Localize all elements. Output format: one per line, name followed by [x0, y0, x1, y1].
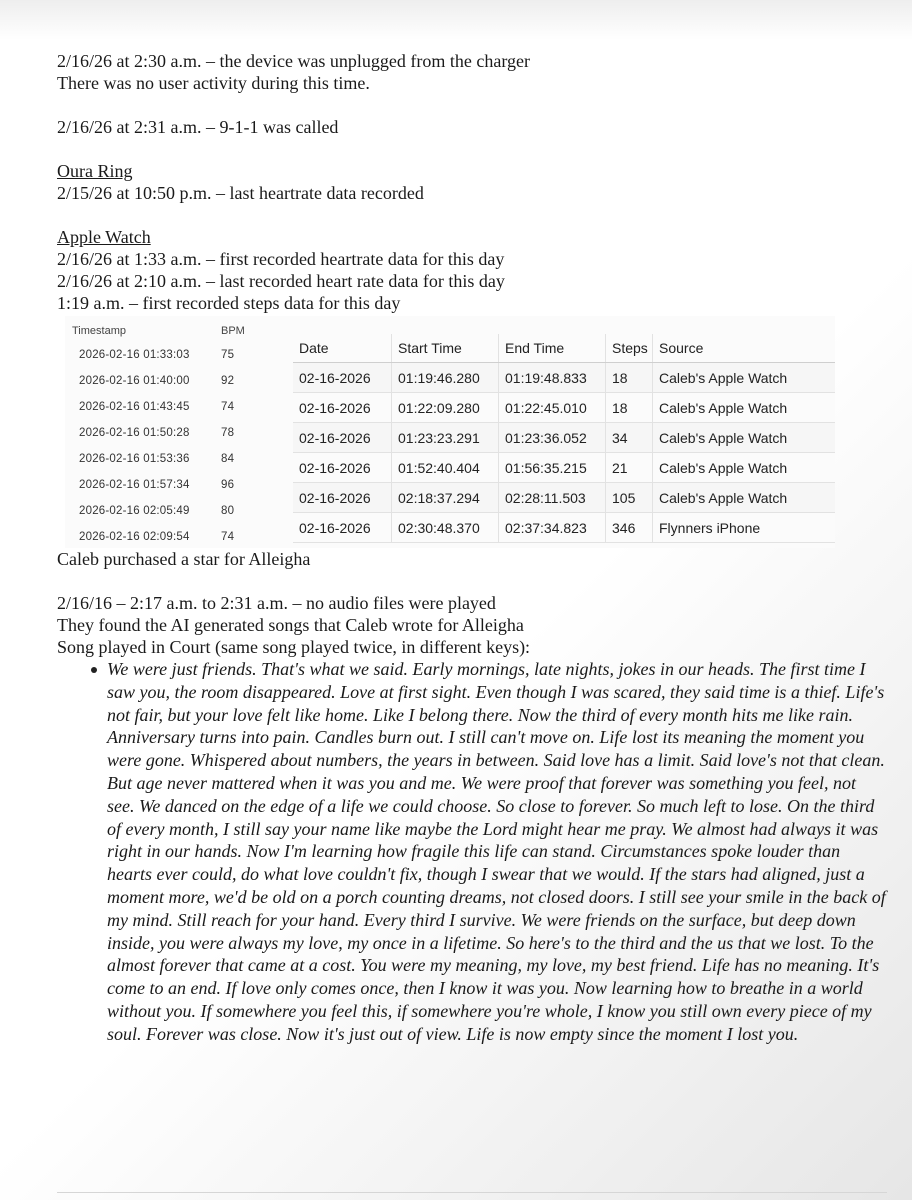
- heart-rate-timestamp: 2026-02-16 01:43:45: [79, 401, 190, 413]
- date-header: Date: [293, 334, 392, 363]
- no-activity-line: There was no user activity during this time.: [57, 73, 370, 93]
- watch-first-hr-line: 2/16/26 at 1:33 a.m. – first recorded heartrate data for this day: [57, 249, 505, 269]
- bottom-divider: [57, 1192, 887, 1193]
- steps-header: Steps: [606, 334, 653, 363]
- steps-row: [293, 513, 835, 543]
- heart-rate-timestamp: 2026-02-16 01:57:34: [79, 479, 190, 491]
- star-line: Caleb purchased a star for Alleigha: [57, 549, 311, 569]
- steps-source: Caleb's Apple Watch: [653, 393, 836, 423]
- steps-count: 18: [606, 393, 653, 423]
- heart-rate-timestamp: 2026-02-16 02:05:49: [79, 505, 190, 517]
- steps-count: 34: [606, 423, 653, 453]
- steps-table-header: [293, 334, 835, 363]
- heart-rate-row: [65, 520, 255, 546]
- steps-row: [293, 453, 835, 483]
- timestamp-header: Timestamp: [72, 325, 126, 337]
- heart-rate-row: [65, 390, 255, 416]
- end-time-header: End Time: [499, 334, 606, 363]
- heart-rate-row: [65, 494, 255, 520]
- heart-rate-row: [65, 442, 255, 468]
- steps-count: 21: [606, 453, 653, 483]
- steps-start-time: 01:23:23.291: [392, 423, 499, 453]
- top-shadow: [0, 0, 912, 40]
- steps-end-time: 01:22:45.010: [499, 393, 606, 423]
- steps-date: 02-16-2026: [293, 363, 392, 393]
- oura-line: 2/15/26 at 10:50 p.m. – last heartrate data recorded: [57, 183, 424, 203]
- heart-rate-timestamp: 2026-02-16 01:50:28: [79, 427, 190, 439]
- steps-count: 105: [606, 483, 653, 513]
- steps-end-time: 01:23:36.052: [499, 423, 606, 453]
- heart-rate-bpm: 96: [221, 479, 235, 491]
- lyrics-item: [57, 658, 887, 1046]
- start-time-header: Start Time: [392, 334, 499, 363]
- heart-rate-row: [65, 416, 255, 442]
- steps-row: [293, 363, 835, 393]
- data-tables-image: [65, 316, 835, 548]
- steps-end-time: 01:56:35.215: [499, 453, 606, 483]
- unplug-line: 2/16/26 at 2:30 a.m. – the device was unplugged from the charger: [57, 51, 531, 71]
- steps-date: 02-16-2026: [293, 483, 392, 513]
- steps-date: 02-16-2026: [293, 453, 392, 483]
- steps-date: 02-16-2026: [293, 513, 392, 543]
- heart-rate-row: [65, 468, 255, 494]
- steps-source: Flynners iPhone: [653, 513, 836, 543]
- steps-start-time: 01:52:40.404: [392, 453, 499, 483]
- call-911-line: 2/16/26 at 2:31 a.m. – 9-1-1 was called: [57, 117, 339, 137]
- steps-row: [293, 483, 835, 513]
- steps-date: 02-16-2026: [293, 393, 392, 423]
- steps-end-time: 02:37:34.823: [499, 513, 606, 543]
- bullet-icon: [91, 667, 97, 673]
- watch-last-hr-line: 2/16/26 at 2:10 a.m. – last recorded heart rate data for this day: [57, 271, 505, 291]
- heart-rate-timestamp: 2026-02-16 02:09:54: [79, 531, 190, 543]
- heart-rate-bpm: 74: [221, 401, 235, 413]
- steps-start-time: 01:19:46.280: [392, 363, 499, 393]
- source-header: Source: [653, 334, 836, 363]
- steps-source: Caleb's Apple Watch: [653, 423, 836, 453]
- heart-rate-timestamp: 2026-02-16 01:33:03: [79, 349, 190, 361]
- steps-start-time: 02:30:48.370: [392, 513, 499, 543]
- steps-row: [293, 423, 835, 453]
- steps-end-time: 01:19:48.833: [499, 363, 606, 393]
- steps-source: Caleb's Apple Watch: [653, 363, 836, 393]
- steps-date: 02-16-2026: [293, 423, 392, 453]
- heart-rate-bpm: 80: [221, 505, 235, 517]
- heart-rate-bpm: 74: [221, 531, 235, 543]
- steps-row: [293, 393, 835, 423]
- lyrics-text: We were just friends. That's what we said. Early mornings, late nights, jokes in our heads. The first time I saw you, the room disappeared. Love at first sight. Even though I was scared, they said time is a thief. Life's not fair, but your love felt like home. Like I belong there. Now the third of every month hits me like rain. Anniversary turns into pain. Candles burn out. I still can't move on. Life lost its meaning the moment you were gone. Whispered about numbers, the years in between. Said love has a limit. Said love's not that clean. But age never mattered when it was you and me. We were proof that forever was something you feel, not see. We danced on the edge of a life we could choose. So close to forever. So much left to lose. On the third of every month, I still say your name like maybe the Lord might hear me pray. We almost had always it was right in our hands. Now I'm learning how fragile this life can stand. Circumstances spoke louder than hearts ever could, do what love couldn't fix, though I swear that we would. If the stars had aligned, just a moment more, we'd be old on a porch counting dreams, not closed doors. I still see your smile in the back of my mind. Still reach for your hand. Every third I survive. We were friends on the surface, but deep down inside, you were always my love, my once in a lifetime. So here's to the third and the us that we lost. To the almost forever that came at a cost. You were my meaning, my love, my best friend. Life has no meaning. It's come to an end. If love only comes once, then I know it was you. Now learning how to breathe in a world without you. If somewhere you feel this, if somewhere you're whole, I know you still own every piece of my soul. Forever was close. Now it's just out of view. Life is now empty since the moment I lost you.: [107, 659, 886, 1044]
- steps-table: [293, 334, 835, 543]
- heart-rate-bpm: 78: [221, 427, 235, 439]
- heart-rate-timestamp: 2026-02-16 01:53:36: [79, 453, 190, 465]
- oura-heading: Oura Ring: [57, 161, 133, 181]
- document-body: [57, 50, 887, 1046]
- watch-first-steps-line: 1:19 a.m. – first recorded steps data for this day: [57, 293, 401, 313]
- song-court-line: Song played in Court (same song played twice, in different keys):: [57, 637, 531, 657]
- heart-rate-bpm: 75: [221, 349, 235, 361]
- steps-start-time: 02:18:37.294: [392, 483, 499, 513]
- steps-end-time: 02:28:11.503: [499, 483, 606, 513]
- bpm-header: BPM: [221, 325, 245, 337]
- heart-rate-bpm: 84: [221, 453, 235, 465]
- heart-rate-row: [65, 364, 255, 390]
- lyrics-list: [57, 658, 887, 1046]
- steps-start-time: 01:22:09.280: [392, 393, 499, 423]
- songs-found-line: They found the AI generated songs that Caleb wrote for Alleigha: [57, 615, 524, 635]
- steps-count: 346: [606, 513, 653, 543]
- heart-rate-row: [65, 338, 255, 364]
- steps-source: Caleb's Apple Watch: [653, 453, 836, 483]
- steps-source: Caleb's Apple Watch: [653, 483, 836, 513]
- apple-watch-heading: Apple Watch: [57, 227, 151, 247]
- heart-rate-table: [65, 316, 255, 546]
- steps-count: 18: [606, 363, 653, 393]
- heart-rate-timestamp: 2026-02-16 01:40:00: [79, 375, 190, 387]
- heart-rate-table-header: [65, 316, 255, 338]
- heart-rate-bpm: 92: [221, 375, 235, 387]
- audio-line: 2/16/16 – 2:17 a.m. to 2:31 a.m. – no audio files were played: [57, 593, 496, 613]
